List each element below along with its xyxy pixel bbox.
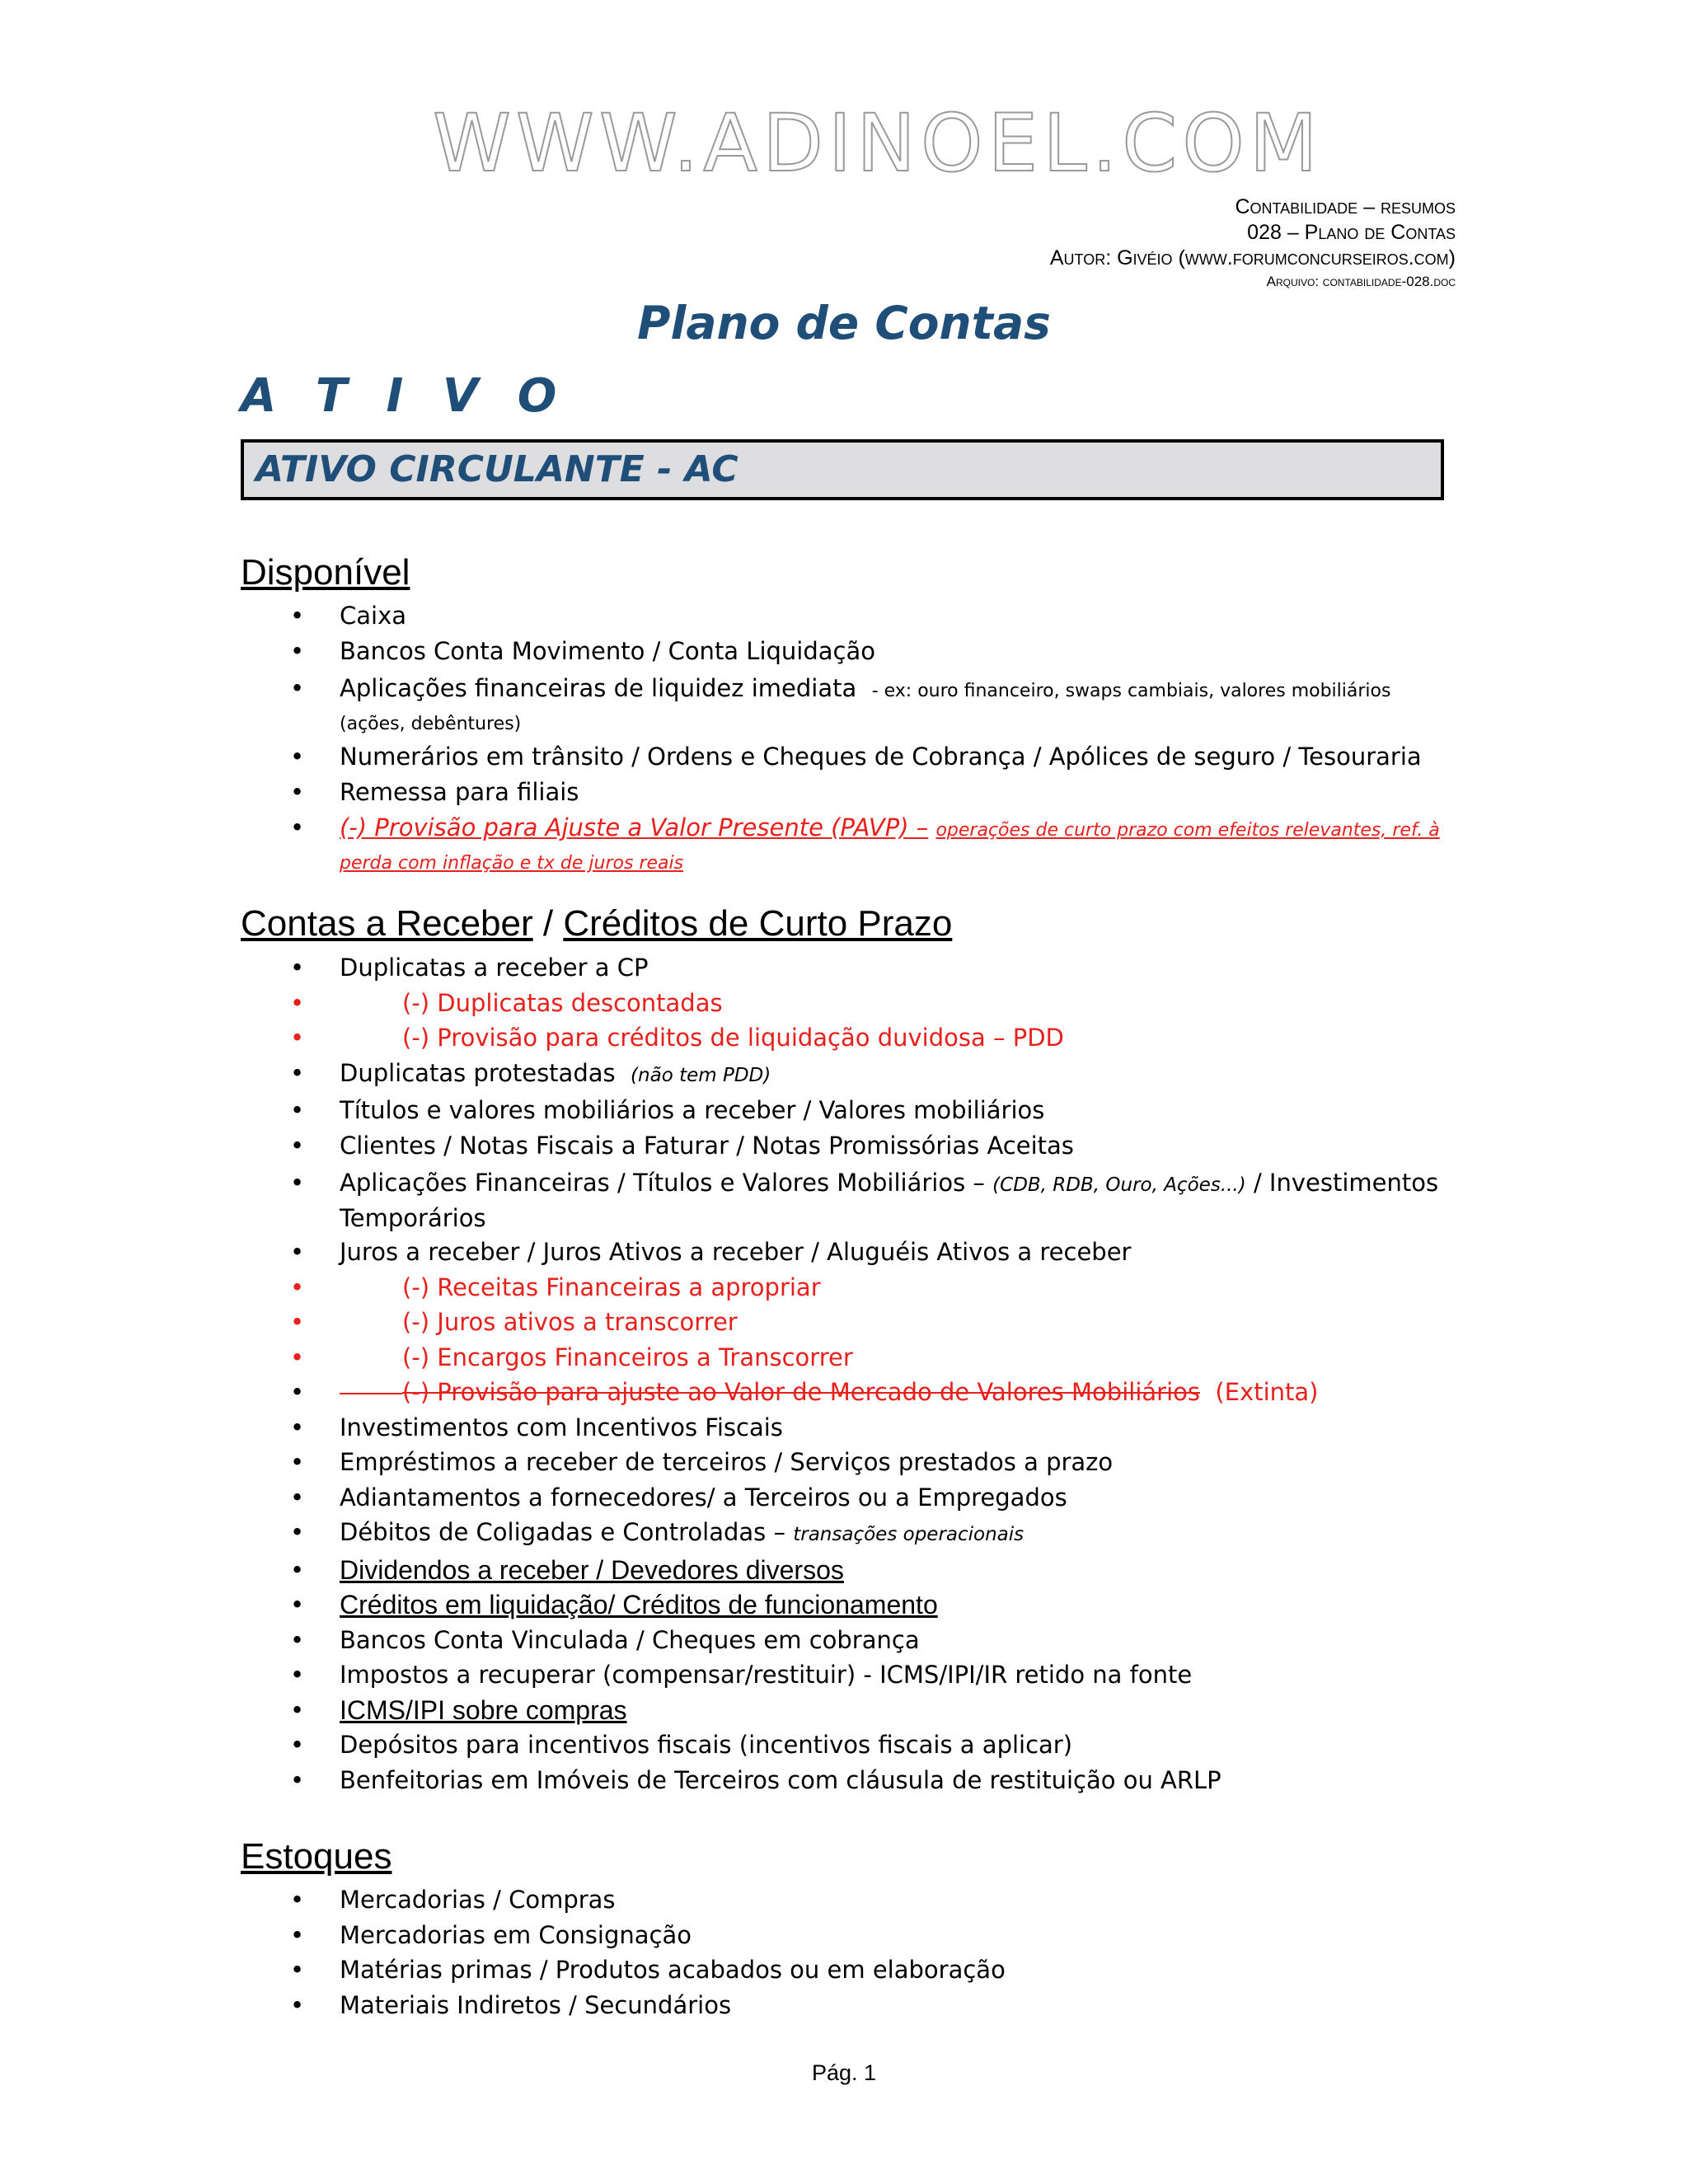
bullet-icon: • [290,1024,305,1052]
bullet-icon: • [290,1483,305,1511]
bullet-icon: • [290,1413,305,1441]
list-item [241,634,1452,669]
bullet-icon: • [290,1591,305,1619]
item-note: (CDB, RDB, Ouro, Ações...) [992,1174,1246,1196]
list-item [241,1235,1452,1270]
item-text: Débitos de Coligadas e Controladas – [340,1518,786,1546]
item-text: Aplicações Financeiras / Títulos e Valores Mobiliários – [340,1169,985,1197]
list-item [241,739,1452,775]
list-item [241,775,1452,810]
disponivel-list [241,598,1452,879]
heading-contas-receber-part2: Créditos de Curto Prazo [563,903,953,944]
list-item [241,1693,1452,1728]
item-text: Clientes / Notas Fiscais a Faturar / Notas Promissórias Aceitas [340,1131,1074,1160]
bullet-icon: • [290,1308,305,1336]
list-item [241,1340,1452,1376]
item-text: Impostos a recuperar (compensar/restituir) - ICMS/IPI/IR retido na fonte [340,1661,1193,1689]
item-text-cont: / Investimentos Temporários [340,1169,1439,1232]
item-note: operações de curto prazo com efeitos relevantes, ref. à perda com inflação e tx de juros reais [340,820,1440,874]
list-item [241,1056,1452,1094]
list-item [241,1480,1452,1516]
list-item [241,986,1452,1021]
item-text: Títulos e valores mobiliários a receber / Valores mobiliários [340,1096,1045,1124]
bullet-icon: • [290,1131,305,1160]
list-item [241,1375,1452,1410]
list-item [241,1988,1452,2023]
list-item [241,1553,1452,1588]
list-item [241,1020,1452,1056]
list-item [241,1270,1452,1305]
bullet-icon: • [290,1169,305,1197]
heading-disponivel [241,552,410,593]
item-note: (não tem PDD) [631,1064,771,1086]
item-text: Numerários em trânsito / Ordens e Cheques de Cobrança / Apólices de seguro / Tesouraria [340,743,1422,771]
item-note: - ex: ouro financeiro, swaps cambiais, valores mobiliários (ações, debêntures) [340,681,1391,734]
item-text: Aplicações financeiras de liquidez imediata [340,674,857,702]
item-text: Dividendos a receber / Devedores diversos [340,1554,844,1585]
item-text: ICMS/IPI sobre compras [340,1694,627,1725]
list-item [241,809,1452,879]
item-text: Créditos em liquidação/ Créditos de funcionamento [340,1590,938,1619]
bullet-icon: • [290,674,305,702]
bullet-icon: • [290,1448,305,1476]
item-text: Adiantamentos a fornecedores/ a Terceiros ou a Empregados [340,1483,1067,1511]
item-text: Juros a receber / Juros Ativos a receber / Aluguéis Ativos a receber [340,1238,1132,1266]
bullet-icon: • [290,1058,305,1087]
bullet-icon: • [290,1343,305,1371]
bullet-icon: • [290,1518,305,1546]
estoques-list [241,1882,1452,2022]
section-title-ativo: A T I V O [241,369,569,423]
item-note: (Extinta) [1215,1378,1319,1406]
heading-estoques [241,1836,392,1877]
item-text: Benfeitorias em Imóveis de Terceiros com cláusula de restituição ou ARLP [340,1765,1221,1794]
item-text: (-) Provisão para Ajuste a Valor Presente (PAVP) – [340,813,929,841]
item-text: Empréstimos a receber de terceiros / Serviços prestados a prazo [340,1448,1114,1476]
item-text: Bancos Conta Vinculada / Cheques em cobrança [340,1625,920,1654]
list-item [241,1515,1452,1553]
list-item [241,1445,1452,1480]
list-item [241,1952,1452,1988]
bullet-icon: • [290,813,305,841]
list-item [241,1128,1452,1164]
list-item [241,1410,1452,1446]
bullet-icon: • [290,1378,305,1406]
bullet-icon: • [290,954,305,982]
item-text: Bancos Conta Movimento / Conta Liquidação [340,636,875,665]
bullet-icon: • [290,1920,305,1949]
list-item [241,1882,1452,1918]
list-item [241,1093,1452,1128]
list-item [241,1727,1452,1763]
item-text: Mercadorias / Compras [340,1886,616,1914]
bullet-icon: • [290,1731,305,1759]
header-author: Autor: Givéio (www.forumconcurseiros.com) [1049,246,1456,269]
list-item [241,1623,1452,1658]
bullet-icon: • [290,777,305,806]
item-text: (-) Receitas Financeiras a apropriar [402,1272,821,1301]
header-topic: 028 – Plano de Contas [1247,221,1456,244]
bullet-icon: • [290,1555,305,1584]
heading-contas-receber [241,903,952,944]
item-text: Duplicatas protestadas [340,1058,616,1087]
list-item [241,668,1452,739]
watermark: WWW.ADINOEL.COM [433,97,1323,190]
heading-disponivel-text: Disponível [241,552,410,593]
item-text: Duplicatas a receber a CP [340,954,649,982]
document-header [1050,194,1456,293]
bullet-icon: • [290,602,305,630]
bullet-icon: • [290,1765,305,1794]
heading-contas-receber-part1: Contas a Receber [241,903,533,944]
item-text: Remessa para filiais [340,777,579,806]
item-text: Investimentos com Incentivos Fiscais [340,1413,783,1441]
header-subject: Contabilidade – resumos [1235,195,1456,218]
item-text: Depósitos para incentivos fiscais (incentivos fiscais a aplicar) [340,1731,1073,1759]
bullet-icon: • [290,743,305,771]
bullet-icon: • [290,1661,305,1689]
bullet-icon: • [290,988,305,1017]
bullet-icon: • [290,1096,305,1124]
list-item [241,598,1452,634]
item-text: Mercadorias em Consignação [340,1920,692,1949]
item-text: (-) Provisão para créditos de liquidação duvidosa – PDD [402,1024,1064,1052]
item-text: Materiais Indiretos / Secundários [340,1990,732,2019]
bullet-icon: • [290,1238,305,1266]
list-item [241,1587,1452,1623]
bullet-icon: • [290,1956,305,1984]
item-text: (-) Provisão para ajuste ao Valor de Mercado de Valores Mobiliários [340,1378,1200,1406]
page-title: Plano de Contas [637,297,1051,349]
page-number: Pág. 1 [811,2060,877,2085]
bullet-icon: • [290,1272,305,1301]
list-item [241,1918,1452,1953]
contas-receber-list [241,950,1452,1797]
bullet-icon: • [290,636,305,665]
item-text: (-) Juros ativos a transcorrer [402,1308,738,1336]
list-item [241,950,1452,986]
bullet-icon: • [290,1886,305,1914]
bullet-icon: • [290,1990,305,2019]
bullet-icon: • [290,1695,305,1724]
item-text: (-) Encargos Financeiros a Transcorrer [402,1343,853,1371]
list-item [241,1163,1452,1235]
item-text: Caixa [340,602,407,630]
list-item [241,1305,1452,1340]
heading-separator: / [532,903,564,944]
bullet-icon: • [290,1625,305,1654]
heading-estoques-text: Estoques [241,1836,392,1877]
item-text: Matérias primas / Produtos acabados ou em elaboração [340,1956,1006,1984]
header-file: Arquivo: contabilidade-028.doc [1266,274,1456,289]
item-text: (-) Duplicatas descontadas [402,988,723,1017]
ativo-circulante-box: ATIVO CIRCULANTE - AC [241,439,1444,500]
list-item [241,1657,1452,1693]
list-item [241,1763,1452,1798]
item-note: transações operacionais [793,1524,1025,1545]
